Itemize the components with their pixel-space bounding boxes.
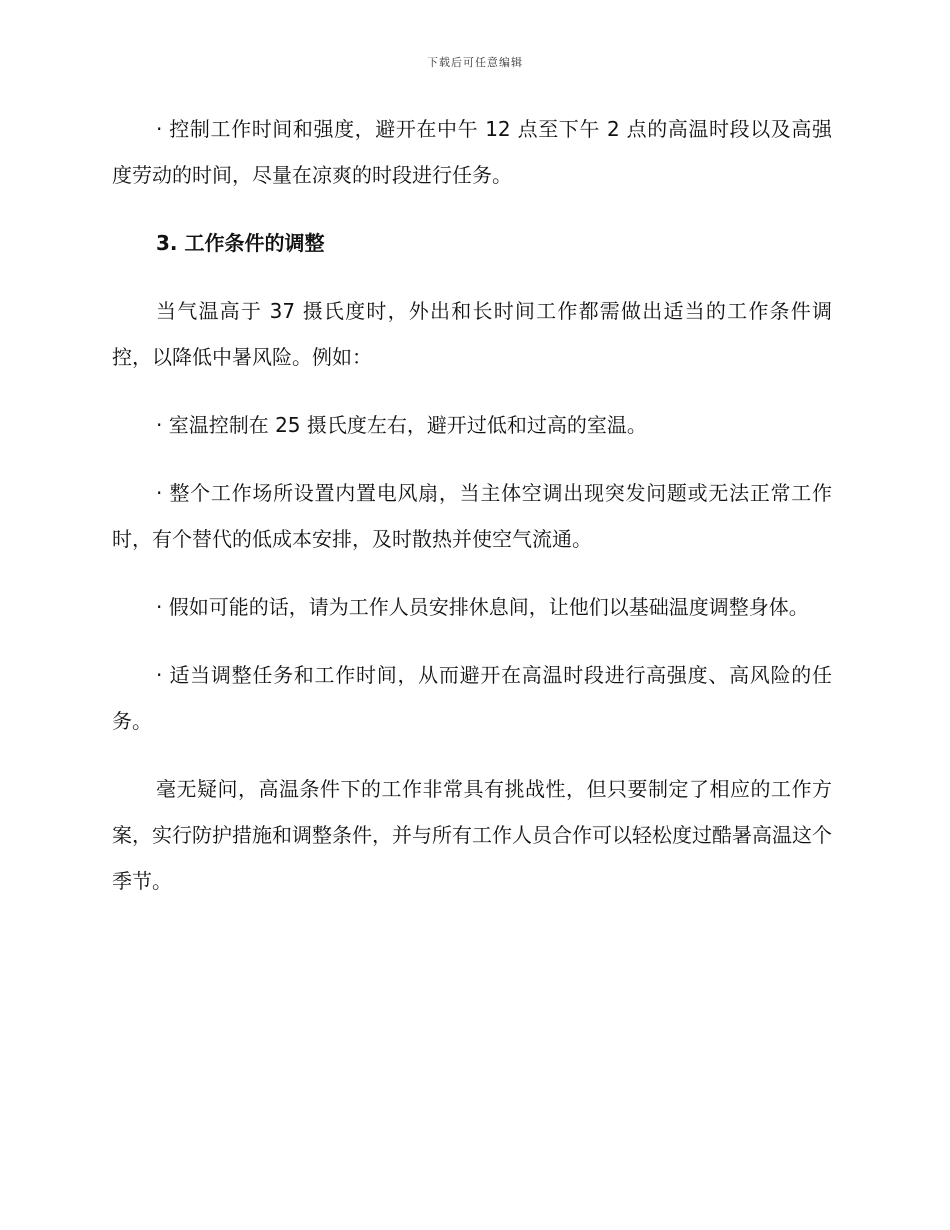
page-header: 下载后可任意编辑 — [427, 56, 523, 69]
bullet-work-hours: · 控制工作时间和强度，避开在中午 12 点至下午 2 点的高温时段以及高强度劳动的时间，尽量在凉爽的时段进行任务。 — [112, 117, 832, 187]
bullet-adjust-tasks: · 适当调整任务和工作时间，从而避开在高温时段进行高强度、高风险的任务。 — [112, 663, 832, 733]
paragraph-intro-conditions: 当气温高于 37 摄氏度时，外出和长时间工作都需做出适当的工作条件调控，以降低中暑风险。例如： — [112, 299, 832, 369]
bullet-rest-room: · 假如可能的话，请为工作人员安排休息间，让他们以基础温度调整身体。 — [156, 595, 809, 619]
document-body — [112, 106, 832, 926]
paragraph-conclusion: 毫无疑问，高温条件下的工作非常具有挑战性，但只要制定了相应的工作方案，实行防护措施和调整条件，并与所有工作人员合作可以轻松度过酷暑高温这个季节。 — [112, 777, 832, 893]
bullet-electric-fans: · 整个工作场所设置内置电风扇，当主体空调出现突发问题或无法正常工作时，有个替代的低成本安排，及时散热并使空气流通。 — [112, 481, 832, 551]
bullet-room-temperature: · 室温控制在 25 摄氏度左右，避开过低和过高的室温。 — [156, 413, 647, 437]
section-heading-work-conditions: 3. 工作条件的调整 — [156, 231, 325, 255]
